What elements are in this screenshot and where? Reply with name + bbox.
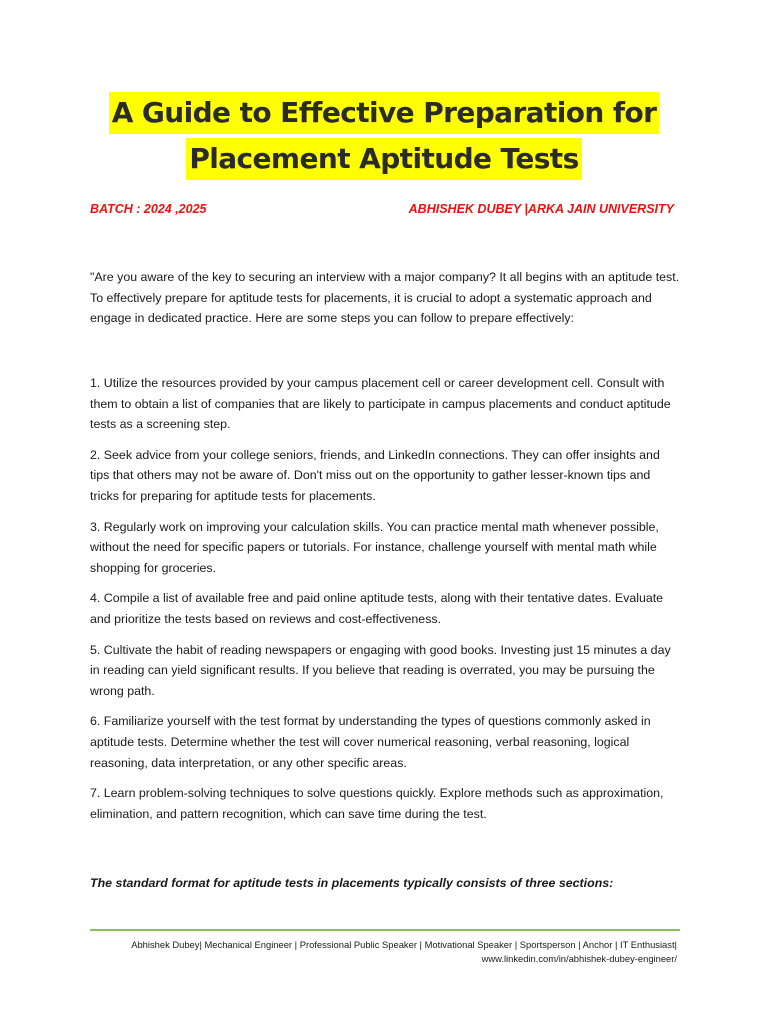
- step-item-2: 2. Seek advice from your college seniors, friends, and LinkedIn connections. They can offer insights and tips that others may not be aware of. Don't miss out on the opportunity to gather lesser-known tips and tricks for preparing for aptitude tests for placements.: [90, 447, 660, 503]
- page-title: [0, 92, 768, 184]
- step-item-5: 5. Cultivate the habit of reading newspapers or engaging with good books. Investing just 15 minutes a day in reading can yield significant results. If you believe that reading is overrated, you may be pursuing the wrong path.: [90, 642, 671, 698]
- step-item-7: 7. Learn problem-solving techniques to solve questions quickly. Explore methods such as approximation, elimination, and pattern recognition, which can save time during the test.: [90, 786, 664, 821]
- footer-link[interactable]: www.linkedin.com/in/abhishek-dubey-engineer/: [481, 953, 677, 964]
- intro-paragraph: "Are you aware of the key to securing an interview with a major company? It all begins with an aptitude test. To effectively prepare for aptitude tests for placements, it is crucial to adopt a systematic approach and engage in dedicated practice. Here are some steps you can follow to prepare effectively:: [90, 270, 680, 326]
- title-line-1: A Guide to Effective Preparation for: [109, 92, 660, 134]
- step-item-1: 1. Utilize the resources provided by your campus placement cell or career development cell. Consult with them to obtain a list of companies that are likely to participate in campus placements and conduct aptitude tests as a screening step.: [90, 376, 671, 432]
- footer-credits: Abhishek Dubey| Mechanical Engineer | Professional Public Speaker | Motivational Speaker | Sportsperson | Anchor | IT Enthusiast|: [131, 939, 677, 950]
- author-label: ABHISHEK DUBEY |ARKA JAIN UNIVERSITY: [408, 202, 674, 216]
- meta-row: [90, 202, 674, 220]
- footer: [77, 938, 677, 966]
- step-item-3: 3. Regularly work on improving your calculation skills. You can practice mental math whenever possible, without the need for specific papers or tutorials. For instance, challenge yourself with mental math while shopping for groceries.: [90, 519, 659, 575]
- batch-label: BATCH : 2024 ,2025: [90, 202, 207, 216]
- closing-heading: The standard format for aptitude tests in placements typically consists of three sections:: [90, 876, 614, 890]
- footer-divider: [90, 929, 680, 931]
- step-item-4: 4. Compile a list of available free and paid online aptitude tests, along with their tentative dates. Evaluate and prioritize the tests based on reviews and cost-effectiveness.: [90, 591, 664, 626]
- step-item-6: 6. Familiarize yourself with the test format by understanding the types of questions commonly asked in aptitude tests. Determine whether the test will cover numerical reasoning, verbal reasoning, logical reasoning, data interpretation, or any other specific areas.: [90, 714, 651, 770]
- steps-list: [90, 373, 680, 834]
- title-line-2: Placement Aptitude Tests: [186, 138, 581, 180]
